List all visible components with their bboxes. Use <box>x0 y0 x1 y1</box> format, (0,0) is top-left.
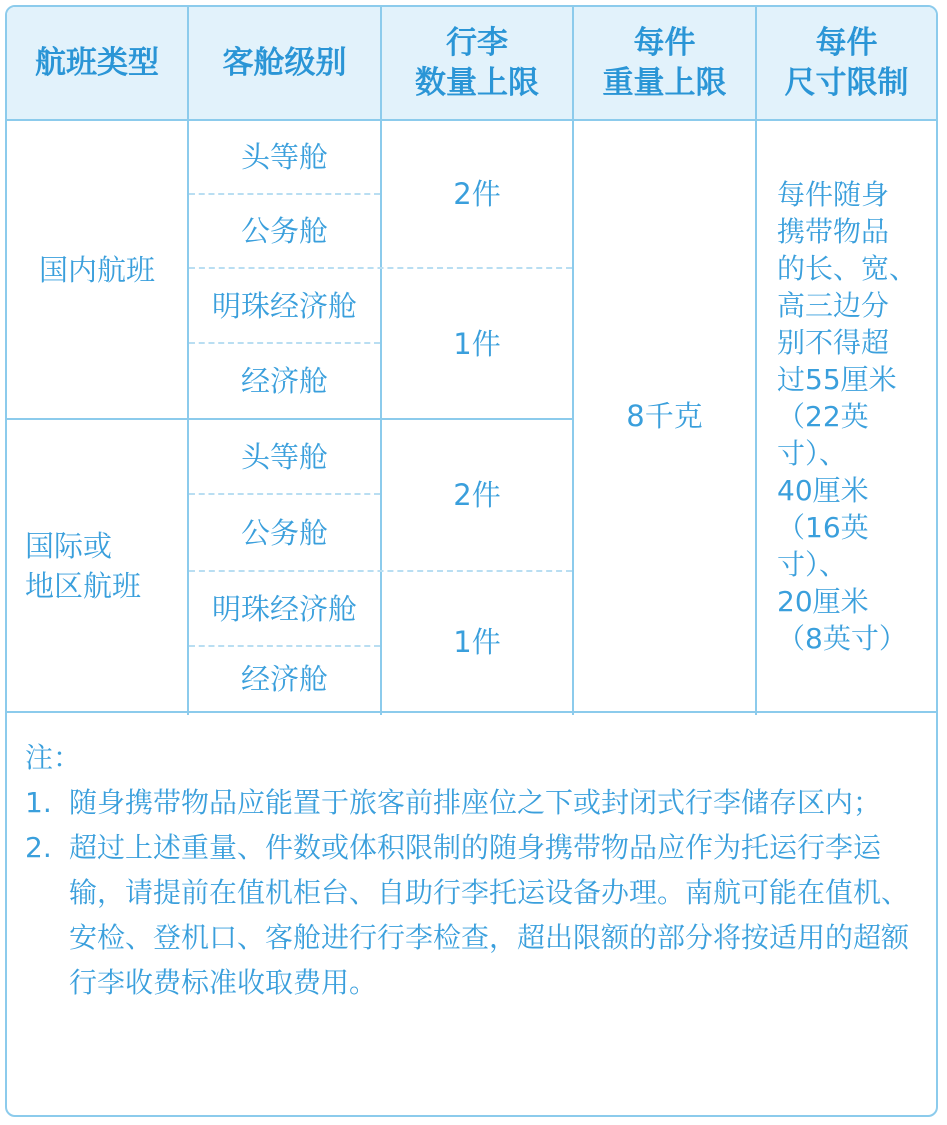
count-value: 1件 <box>453 624 501 659</box>
cabin-label: 公务舱 <box>240 515 328 550</box>
flight-type-international-line1: 国际或 <box>25 528 113 563</box>
baggage-table-card <box>5 5 938 1117</box>
cabin-label: 明珠经济舱 <box>211 591 357 626</box>
cabin-cell <box>189 121 380 193</box>
flight-type-international-line2: 地区航班 <box>25 568 142 603</box>
flight-type-domestic-text: 国内航班 <box>38 252 155 287</box>
notes-title: 注： <box>25 741 82 774</box>
divider <box>7 711 936 713</box>
header-size-line1: 每件 <box>815 25 878 61</box>
note-item <box>25 780 925 825</box>
header-cabin-class <box>189 7 380 119</box>
weight-limit-cell <box>574 121 755 711</box>
header-quantity-line1: 行李 <box>446 25 508 61</box>
cabin-cell <box>189 344 380 418</box>
header-quantity-line2: 数量上限 <box>415 65 539 101</box>
weight-limit-value: 8千克 <box>626 399 703 433</box>
cabin-label: 公务舱 <box>240 214 328 248</box>
header-weight-line2: 重量上限 <box>602 65 727 101</box>
cabin-label: 经济舱 <box>240 364 328 398</box>
count-value: 1件 <box>453 326 501 361</box>
count-cell <box>382 269 572 418</box>
cabin-label: 头等舱 <box>240 140 328 174</box>
size-limit-cell <box>757 121 936 711</box>
count-cell <box>382 121 572 267</box>
note-number: 2. <box>25 831 52 864</box>
cabin-label: 头等舱 <box>240 439 328 474</box>
cabin-cell <box>189 420 380 493</box>
notes-section <box>25 735 925 1005</box>
cabin-cell <box>189 195 380 267</box>
note-number: 1. <box>25 786 52 819</box>
size-limit-text: 每件随身 携带物品 的长、宽、 高三边分 别不得超 过55厘米 （22英寸）、 40厘米 （16英寸）、 20厘米 （8英寸） <box>777 177 918 655</box>
header-flight-type <box>7 7 187 119</box>
header-weight-limit <box>574 7 755 119</box>
header-size-line2: 尺寸限制 <box>784 65 909 101</box>
cabin-cell <box>189 495 380 570</box>
count-value: 2件 <box>453 177 501 211</box>
cabin-cell <box>189 572 380 645</box>
count-value: 2件 <box>453 478 501 512</box>
header-quantity-limit <box>382 7 572 119</box>
cabin-cell <box>189 647 380 711</box>
count-cell <box>382 420 572 570</box>
header-flight-type-text: 航班类型 <box>35 45 159 81</box>
flight-type-international <box>7 420 187 711</box>
cabin-label: 明珠经济舱 <box>211 288 357 323</box>
header-size-limit <box>757 7 936 119</box>
cabin-label: 经济舱 <box>240 662 328 696</box>
flight-type-domestic <box>7 121 187 418</box>
count-cell <box>382 572 572 711</box>
cabin-cell <box>189 269 380 342</box>
note-item <box>25 825 925 1005</box>
header-cabin-class-text: 客舱级别 <box>222 45 347 81</box>
note-text: 超过上述重量、件数或体积限制的随身携带物品应作为托运行李运输，请提前在值机柜台、自助行李托运设备办理。南航可能在值机、安检、登机口、客舱进行行李检查，超出限额的部分将按适用的超额行李收费标准收取费用。 <box>69 831 910 999</box>
header-weight-line1: 每件 <box>633 25 696 61</box>
note-text: 随身携带物品应能置于旅客前排座位之下或封闭式行李储存区内； <box>69 786 882 819</box>
baggage-table <box>7 7 936 715</box>
